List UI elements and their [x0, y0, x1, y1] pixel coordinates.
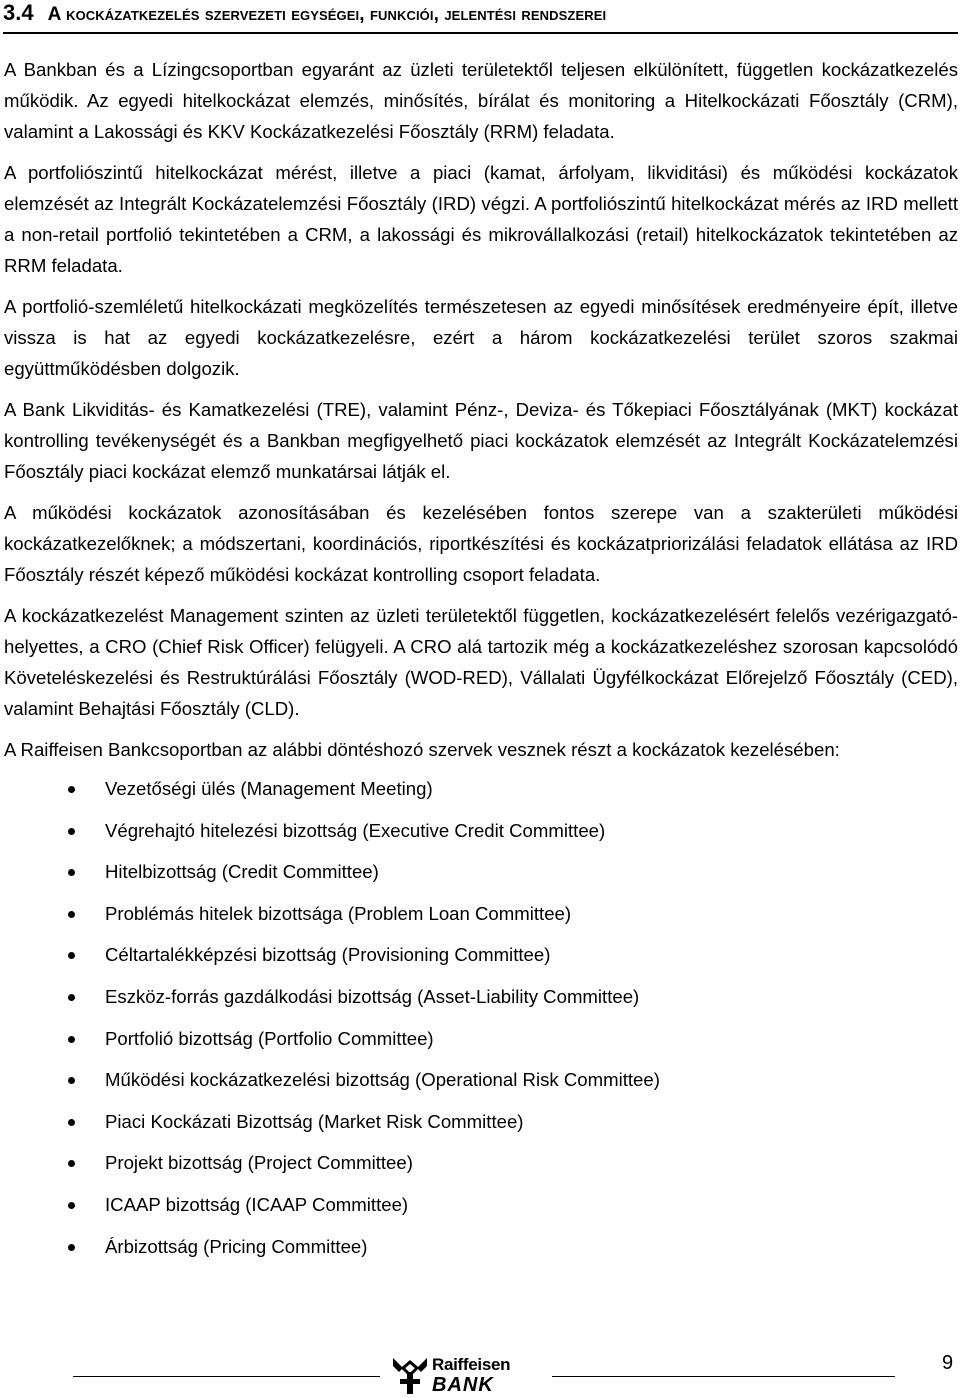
list-item: [4, 775, 958, 817]
bullet-icon: [68, 1244, 75, 1251]
list-item-text: ICAAP bizottság (ICAAP Committee): [105, 1193, 409, 1215]
list-item: [4, 1025, 958, 1067]
list-item-text: Vezetőségi ülés (Management Meeting): [105, 778, 433, 799]
section-heading: [3, 0, 958, 34]
bullet-icon: [68, 1077, 75, 1084]
list-item: [4, 858, 958, 900]
document-body: [4, 54, 958, 1274]
page-number: 9: [942, 1352, 954, 1374]
list-item-text: Piaci Kockázati Bizottság (Market Risk Committee): [105, 1110, 524, 1132]
paragraph: A portfoliószintű hitelkockázat mérést, illetve a piaci (kamat, árfolyam, likviditási) és működési kockázatok elemzését az Integrált Kockázatelemzési Főosztály (IRD) végzi. A portfoliószintű hitelkockázat mérés az IRD mellett a non-retail portfolió tekintetében a CRM, a lakossági és mikrovállalkozási (retail) hitelkockázatok tekintetében az RRM feladata.: [4, 162, 958, 276]
section-number: 3.4: [3, 0, 34, 25]
list-item: [4, 1191, 958, 1233]
list-item: [4, 1066, 958, 1108]
list-item-text: Problémás hitelek bizottsága (Problem Loan Committee): [105, 902, 572, 924]
bullet-icon: [68, 1202, 75, 1209]
list-item-text: Projekt bizottság (Project Committee): [105, 1152, 413, 1174]
raiffeisen-logo: [390, 1354, 540, 1396]
footer-rule-right: [552, 1376, 895, 1377]
list-item: [4, 817, 958, 859]
paragraph: A portfolió-szemléletű hitelkockázati megközelítés természetesen az egyedi minősítések eredményeire épít, illetve vissza is hat az egyedi kockázatkezelésre, ezért a három kockázatkezelési terület szoros szakmai együttműködésben dolgozik.: [4, 296, 958, 379]
paragraph: A Bank Likviditás- és Kamatkezelési (TRE), valamint Pénz-, Deviza- és Tőkepiaci Főosztályának (MKT) kockázat kontrolling tevékenységét és a Bankban megfigyelhető piaci kockázatok elemzését az Integrált Kockázatelemzési Főosztály piaci kockázat elemző munkatársai látják el.: [4, 399, 958, 482]
bullet-icon: [68, 1036, 75, 1043]
raiffeisen-gable-cross-icon: [390, 1354, 430, 1396]
list-item: [4, 1149, 958, 1191]
bullet-icon: [68, 994, 75, 1001]
list-item: [4, 1108, 958, 1150]
footer-rule-left: [73, 1376, 380, 1377]
bullet-icon: [68, 911, 75, 918]
list-item: [4, 941, 958, 983]
bullet-icon: [68, 828, 75, 835]
logo-bank: BANK: [432, 1374, 494, 1396]
committee-list: [4, 775, 958, 1274]
paragraph: A működési kockázatok azonosításában és kezelésében fontos szerepe van a szakterületi működési kockázatkezelőknek; a módszertani, koordinációs, riportkészítési és kockázatpriorizálási feladatok ellátása az IRD Főosztály részét képező működési kockázat kontrolling csoport feladata.: [4, 502, 958, 585]
list-item-text: Árbizottság (Pricing Committee): [105, 1235, 368, 1257]
section-title: A kockázatkezelés szervezeti egységei, funkciói, jelentési rendszerei: [47, 4, 607, 25]
list-item-text: Hitelbizottság (Credit Committee): [105, 861, 379, 883]
list-item-text: Eszköz-forrás gazdálkodási bizottság (Asset-Liability Committee): [105, 985, 640, 1007]
list-item-text: Portfolió bizottság (Portfolio Committee): [105, 1027, 434, 1049]
list-item: [4, 1233, 958, 1275]
list-item-text: Végrehajtó hitelezési bizottság (Executive Credit Committee): [105, 819, 606, 841]
bullet-icon: [68, 869, 75, 876]
paragraph: A kockázatkezelést Management szinten az üzleti területektől független, kockázatkezelésért felelős vezérigazgató-helyettes, a CRO (Chief Risk Officer) felügyeli. A CRO alá tartozik még a kockázatkezeléshez szorosan kapcsolódó Követeléskezelési és Restruktúrálási Főosztály (WOD-RED), Vállalati Ügyfélkockázat Előrejelző Főosztály (CED), valamint Behajtási Főosztály (CLD).: [4, 605, 958, 719]
logo-name: Raiffeisen: [432, 1355, 511, 1374]
list-item: [4, 900, 958, 942]
bullet-icon: [68, 786, 75, 793]
bullet-icon: [68, 1119, 75, 1126]
paragraph: A Raiffeisen Bankcsoportban az alábbi döntéshozó szervek vesznek részt a kockázatok kezelésében:: [4, 739, 840, 760]
list-item: [4, 983, 958, 1025]
list-item-text: Céltartalékképzési bizottság (Provisioning Committee): [105, 944, 551, 966]
bullet-icon: [68, 1160, 75, 1167]
bullet-icon: [68, 952, 75, 959]
paragraph: A Bankban és a Lízingcsoportban egyaránt az üzleti területektől teljesen elkülönített, független kockázatkezelés működik. Az egyedi hitelkockázat elemzés, minősítés, bírálat és monitoring a Hitelkockázati Főosztály (CRM), valamint a Lakossági és KKV Kockázatkezelési Főosztály (RRM) feladata.: [4, 59, 958, 142]
list-item-text: Működési kockázatkezelési bizottság (Operational Risk Committee): [105, 1069, 660, 1091]
